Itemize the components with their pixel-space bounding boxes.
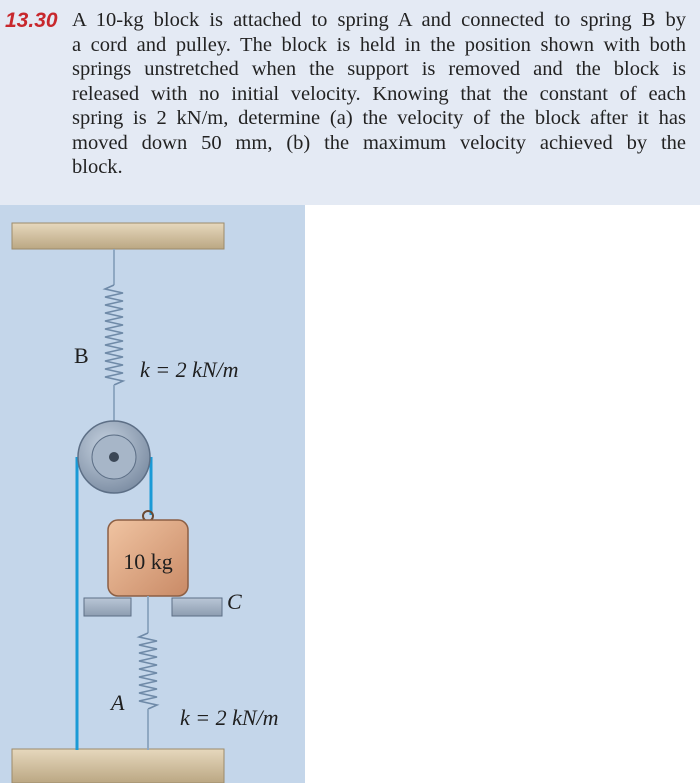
problem-line: released with no initial velocity. Knowing that the constant of each [72, 82, 686, 105]
problem-line: block. [72, 156, 123, 178]
label-k-b: k = 2 kN/m [140, 357, 239, 382]
floor [12, 749, 224, 783]
pulley-axle [109, 452, 119, 462]
support-right [172, 598, 222, 616]
problem-number: 13.30 [5, 9, 58, 32]
spring-pulley-figure [0, 205, 305, 783]
spring-a-coil [139, 633, 157, 709]
label-spring-a: A [111, 690, 125, 715]
label-k-a: k = 2 kN/m [180, 705, 279, 730]
figure-drawing [0, 205, 305, 783]
problem-line: a cord and pulley. The block is held in the position shown with both [72, 33, 686, 56]
problem-line: moved down 50 mm, (b) the maximum velocity achieved by the [72, 131, 686, 154]
problem-line: A 10-kg block is attached to spring A and connected to spring B by [72, 9, 686, 31]
label-spring-b: B [74, 343, 89, 368]
block-label: 10 kg [123, 549, 173, 574]
problem-text [72, 8, 686, 180]
ceiling [12, 223, 224, 249]
label-support-c: C [227, 589, 242, 614]
problem-statement [0, 0, 700, 205]
support-left [84, 598, 131, 616]
problem-line: springs unstretched when the support is removed and the block is [72, 58, 686, 80]
problem-line: spring is 2 kN/m, determine (a) the velocity of the block after it has [72, 107, 686, 129]
spring-b-coil [105, 285, 123, 385]
